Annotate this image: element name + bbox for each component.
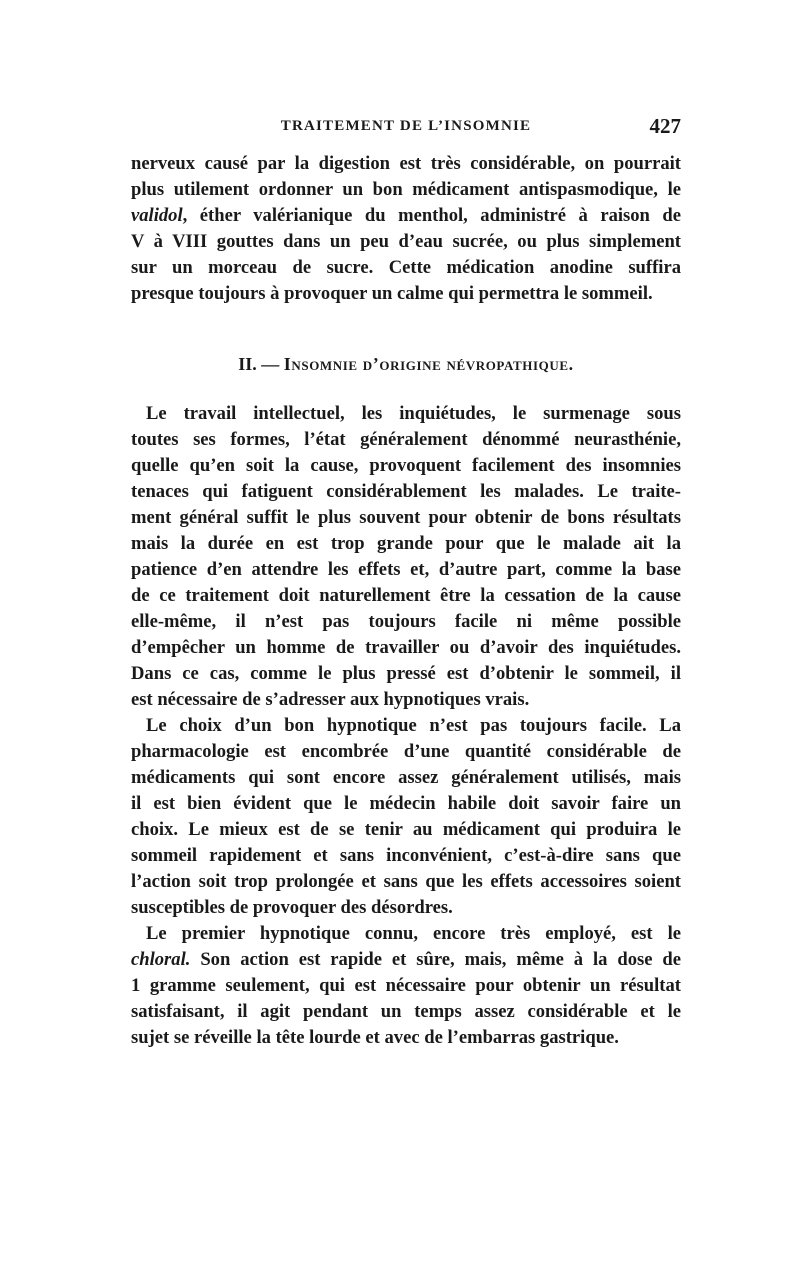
italic-term-chloral: chloral.	[131, 949, 191, 970]
paragraph-1-line: patience d’en attendre les effets et, d’autre part, comme la base	[131, 559, 681, 580]
paragraph-3-line: sujet se réveille la tête lourde et avec de l’embarras gastrique.	[131, 1027, 619, 1048]
page-number: 427	[649, 114, 681, 138]
text-line: nerveux causé par la digestion est très considérable, on pourrait	[131, 153, 681, 174]
paragraph-1-line: est nécessaire de s’adresser aux hypnotiques vrais.	[131, 689, 530, 710]
text-line: presque toujours à provoquer un calme qui permettra le sommeil.	[131, 283, 653, 304]
paragraph-3-line: Le premier hypnotique connu, encore très employé, est le	[146, 923, 681, 944]
paragraph-1-line: tenaces qui fatiguent considérablement les malades. Le traite-	[131, 481, 681, 502]
text-line	[131, 203, 681, 229]
continued-paragraph	[131, 151, 681, 307]
paragraph-2-line: l’action soit trop prolongée et sans que les effets accessoires soient	[131, 871, 681, 892]
paragraph-2-line: choix. Le mieux est de se tenir au médicament qui produira le	[131, 819, 681, 840]
text-line-rest: , éther valérianique du menthol, administré à raison de	[182, 205, 681, 226]
paragraph-1-line: quelle qu’en soit la cause, provoquent facilement des insomnies	[131, 455, 681, 476]
paragraph-2-line: pharmacologie est encombrée d’une quantité considérable de	[131, 741, 681, 762]
paragraph-2-line: sommeil rapidement et sans inconvénient, c’est-à-dire sans que	[131, 845, 681, 866]
text-line: sur un morceau de sucre. Cette médication anodine suffira	[131, 257, 681, 278]
section-title: Insomnie d’origine névropathique.	[283, 354, 574, 374]
paragraph-1-line: Le travail intellectuel, les inquiétudes, le surmenage sous	[146, 403, 681, 424]
paragraph-1-line: mais la durée en est trop grande pour que le malade ait la	[131, 533, 681, 554]
running-head	[131, 112, 681, 142]
text-line: plus utilement ordonner un bon médicament antispasmodique, le	[131, 179, 681, 200]
paragraph-1-line: de ce traitement doit naturellement être la cessation de la cause	[131, 585, 681, 606]
paragraph-3-line: 1 gramme seulement, qui est nécessaire pour obtenir un résultat	[131, 975, 681, 996]
paragraph-1-line: toutes ses formes, l’état généralement dénommé neurasthénie,	[131, 429, 681, 450]
paragraph-1-line: d’empêcher un homme de travailler ou d’avoir des inquiétudes.	[131, 637, 681, 658]
body-text	[131, 401, 681, 1051]
text-line-rest: Son action est rapide et sûre, mais, même à la dose de	[190, 949, 681, 970]
paragraph-2-line: Le choix d’un bon hypnotique n’est pas toujours facile. La	[146, 715, 681, 736]
running-title: TRAITEMENT DE L’INSOMNIE	[280, 118, 532, 134]
text-line: V à VIII gouttes dans un peu d’eau sucrée, ou plus simplement	[131, 231, 681, 252]
paragraph-3-line: satisfaisant, il agit pendant un temps assez considérable et le	[131, 1001, 681, 1022]
section-number: II. —	[238, 354, 280, 374]
italic-term-validol: validol	[131, 205, 183, 226]
paragraph-1-line: Dans ce cas, comme le plus pressé est d’obtenir le sommeil, il	[131, 663, 681, 684]
paragraph-1-line: elle-même, il n’est pas toujours facile ni même possible	[131, 611, 681, 632]
paragraph-1-line: ment général suffit le plus souvent pour obtenir de bons résultats	[131, 507, 681, 528]
section-heading	[131, 354, 681, 375]
paragraph-2-line: susceptibles de provoquer des désordres.	[131, 897, 453, 918]
paragraph-2-line: il est bien évident que le médecin habile doit savoir faire un	[131, 793, 681, 814]
paragraph-2-line: médicaments qui sont encore assez généralement utilisés, mais	[131, 767, 681, 788]
paragraph-3-line	[131, 947, 681, 973]
